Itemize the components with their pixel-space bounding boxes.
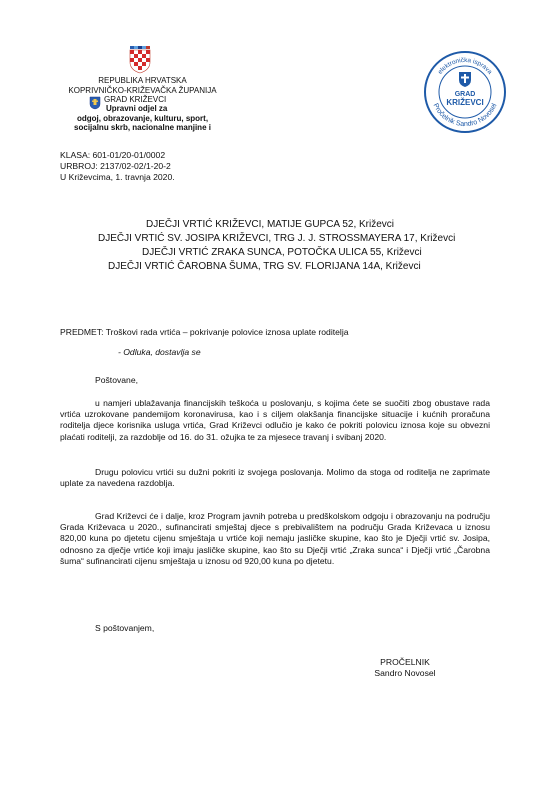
recipient-4: DJEČJI VRTIĆ ČAROBNA ŠUMA, TRG SV. FLORIJANA 14A, Križevci	[108, 261, 421, 272]
paragraph-2: Drugu polovicu vrtići su dužni pokriti iz svojega poslovanja. Molimo da stoga od roditelja ne zaprimate uplate za navedena razdoblja.	[60, 467, 490, 489]
signature	[360, 657, 450, 679]
recipient-1: DJEČJI VRTIĆ KRIŽEVCI, MATIJE GUPCA 52, Križevci	[146, 219, 395, 230]
stamp-center-line2: KRIŽEVCI	[446, 98, 484, 107]
electronic-stamp	[423, 50, 507, 134]
subject-text: Troškovi rada vrtića – pokrivanje polovice iznosa uplate roditelja	[105, 327, 349, 337]
stamp-ring-top: elektronička isprava	[436, 56, 494, 76]
department-line-1: Upravni odjel za	[106, 104, 168, 113]
urbroj: URBROJ: 2137/02-02/1-20-2	[60, 161, 171, 171]
subject	[60, 327, 500, 338]
department-line-2: odgoj, obrazovanje, kulturu, sport,	[76, 113, 209, 123]
paragraph-1: u namjeri ublažavanja financijskih teškoća u poslovanju, s kojima ćete se suočiti zbog obustave rada vrtića uzrokovane pandemijom koronavirusa, kao i s ciljem olakšanja financijske situacije i kućnih proračuna roditelja djece korisnika usluga vrtića, Grad Križevci odlučio je kako će pokriti polovicu iznosa koje su obvezni plaćati roditelji, za razdoblje od 16. do 31. ožujka te za mjesece travanj i svibanj 2020.	[60, 398, 490, 442]
paragraph-3: Grad Križevci će i dalje, kroz Program javnih potreba u predškolskom odgoju i obrazovanju na području Grada Križevaca u 2020., sufinancirati smještaj djece s prebivalištem na području Grada Križevaca u iznosu 820,00 kuna po djetetu cijenu smještaja u vrtiće koji nemaju jasličke skupine, kao što je Dječji vrtić sv. Josipa, odnosno za dječje vrtiće koji imaju jasličke skupine, kao što su Dječji vrtić „Zraka sunca“ i Dječji vrtić „Čarobna šuma“ sufinancirati cijenu smještaja u iznosu od 920,00 kuna po djetetu.	[60, 511, 490, 566]
subject-sub: - Odluka, dostavlja se	[118, 347, 201, 357]
signature-name: Sandro Novosel	[374, 668, 436, 678]
place-date: U Križevcima, 1. travnja 2020.	[60, 172, 175, 182]
recipient-3: DJEČJI VRTIĆ ZRAKA SUNCA, POTOČKA ULICA 55, Križevci	[142, 247, 422, 258]
institution-header	[60, 76, 225, 95]
signature-title: PROČELNIK	[380, 657, 430, 667]
closing: S poštovanjem,	[95, 623, 155, 633]
county-name: KOPRIVNIČKO-KRIŽEVAČKA ŽUPANIJA	[68, 85, 217, 95]
stamp-center-line1: GRAD	[454, 91, 476, 98]
stamp-ring-bottom: Pročelnik Sandro Novosel	[431, 102, 499, 129]
republic-name: REPUBLIKA HRVATSKA	[98, 76, 187, 85]
subject-label: PREDMET:	[60, 327, 104, 337]
croatia-coat-of-arms-icon	[128, 46, 152, 74]
document-meta	[60, 150, 175, 183]
recipient-2: DJEČJI VRTIĆ SV. JOSIPA KRIŽEVCI, TRG J. J. STROSSMAYERA 17, Križevci	[98, 233, 456, 244]
stamp-crest-icon	[459, 72, 471, 87]
department-line-3: socijalnu skrb, nacionalne manjine i	[74, 123, 211, 132]
city-name: GRAD KRIŽEVCI	[104, 95, 167, 104]
klasa: KLASA: 601-01/20-01/0002	[60, 150, 166, 160]
greeting: Poštovane,	[95, 375, 138, 385]
department-name	[60, 104, 225, 133]
recipients	[98, 218, 528, 274]
